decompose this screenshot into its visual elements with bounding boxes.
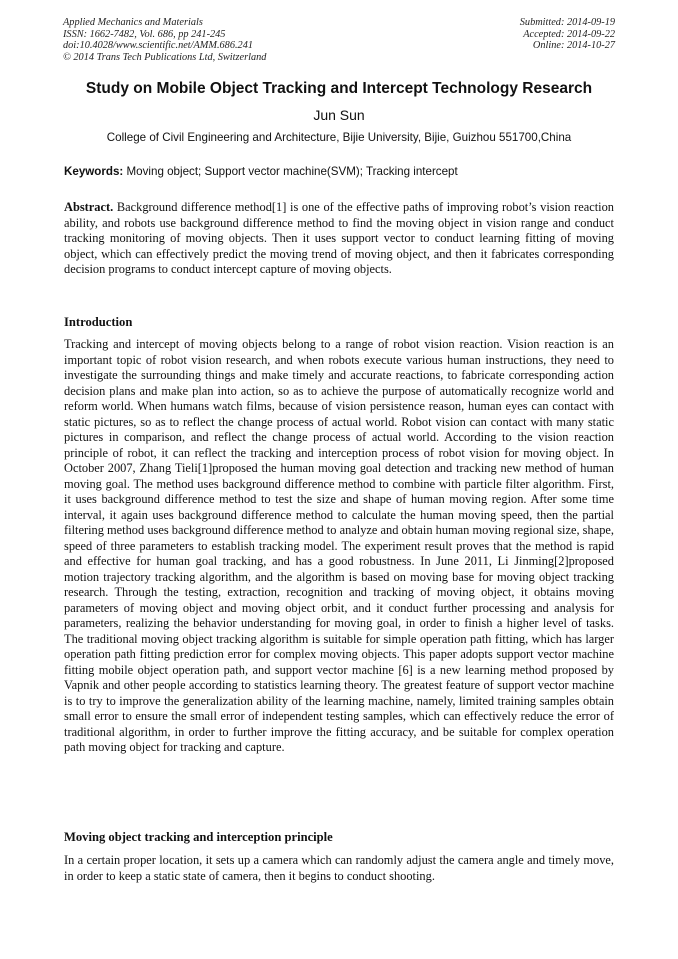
doi: doi:10.4028/www.scientific.net/AMM.686.241 bbox=[63, 40, 253, 52]
paper-title: Study on Mobile Object Tracking and Intercept Technology Research bbox=[85, 80, 593, 97]
introduction-heading: Introduction bbox=[64, 315, 133, 329]
submitted-date: Submitted: 2014-09-19 bbox=[519, 17, 615, 28]
affiliation: College of Civil Engineering and Architecture, Bijie University, Bijie, Guizhou 551700,China bbox=[106, 131, 572, 144]
keywords-text: Moving object; Support vector machine(SVM); Tracking intercept bbox=[126, 165, 458, 178]
introduction-text: Tracking and intercept of moving objects belong to a range of robot vision reaction. Vision reaction is an important topic of robot vision research, and when robots execute various human instructions, they need to investigate the surrounding things and make timely and accurate reactions, to fabricate corresponding action decision plans and make plan into action, so as to achieve the purpose of automatically recognize world and reform world. When humans watch films, because of vision persistence reason, human eyes can contact with static pictures, so as to reflect the change process of actual world. Robot vision can contact with many static pictures in comparison, and reflect the change process of actual world. According to the vision reaction principle of robot, it can reflect the tracking and interception process of robot vision for moving object. In October 2007, Zhang Tieli[1]proposed the human moving goal detection and tracking new method of human moving goal. The method uses background difference method to combine with particle filter algorithm. First, it uses background difference method to test the size and shape of human moving region. After some time interval, it again uses background difference method to calculate the human moving speed, then the partial filtering method uses background difference method to analyze and obtain human moving regional size, shape, speed of three parameters to establish tracking model. The experiment result proves that the method is rapid and effective for human goal tracking, and has a good robustness. In June 2011, Li Jinming[2]proposed motion trajectory tracking algorithm, and the algorithm is based on moving base for moving object tracking research. Through the testing, extraction, recognition and tracking of moving object, it obtains moving parameters of moving object and moving object orbit, and it conduct further processing and analysis for parameters, realizing the behavior understanding for moving goal, in order to finish a higher level of tasks. The traditional moving object tracking algorithm is suitable for simple operation path fitting, which has larger operation path fitting prediction error for complex moving objects. This paper adopts support vector machine fitting mobile object operation path, and support vector machine [6] is a new learning method proposed by Vapnik and other people according to statistics learning theory. The greatest feature of support vector machine is to try to improve the generalization ability of the learning machine, namely, limited training samples obtain small error to ensure the small error of independent testing samples, which can effectively reduce the error of traditional algorithm, in order to further improve the fitting accuracy, and be suitable for complex operation path moving object for tracking and capture. bbox=[64, 337, 614, 754]
journal-name: Applied Mechanics and Materials bbox=[63, 17, 203, 28]
issn-volume-pages: ISSN: 1662-7482, Vol. 686, pp 241-245 bbox=[63, 28, 226, 40]
principle-text: In a certain proper location, it sets up a camera which can randomly adjust the camera angle and timely move, in order to keep a static state of camera, then it begins to conduct shooting. bbox=[64, 853, 614, 883]
author: Jun Sun bbox=[313, 107, 365, 123]
accepted-date: Accepted: 2014-09-22 bbox=[523, 28, 615, 40]
journal-info bbox=[63, 17, 266, 63]
keywords-label: Keywords: bbox=[64, 165, 124, 178]
submission-dates bbox=[520, 17, 615, 52]
copyright: © 2014 Trans Tech Publications Ltd, Switzerland bbox=[63, 51, 267, 63]
keywords bbox=[64, 165, 458, 178]
abstract-label: Abstract. bbox=[64, 200, 114, 214]
abstract bbox=[64, 200, 614, 278]
principle-heading: Moving object tracking and interception principle bbox=[64, 830, 333, 844]
online-date: Online: 2014-10-27 bbox=[532, 40, 615, 52]
abstract-text: Background difference method[1] is one of the effective paths of improving robot’s vision reaction ability, and robots use background difference method to find the moving object in vision range and conduct tracking monitoring of moving objects. Then it uses support vector to conduct learning fitting of moving object, which can effectively predict the moving trend of moving object, and then it fabricates corresponding decision programs to conduct intercept capture of moving objects. bbox=[64, 200, 614, 276]
